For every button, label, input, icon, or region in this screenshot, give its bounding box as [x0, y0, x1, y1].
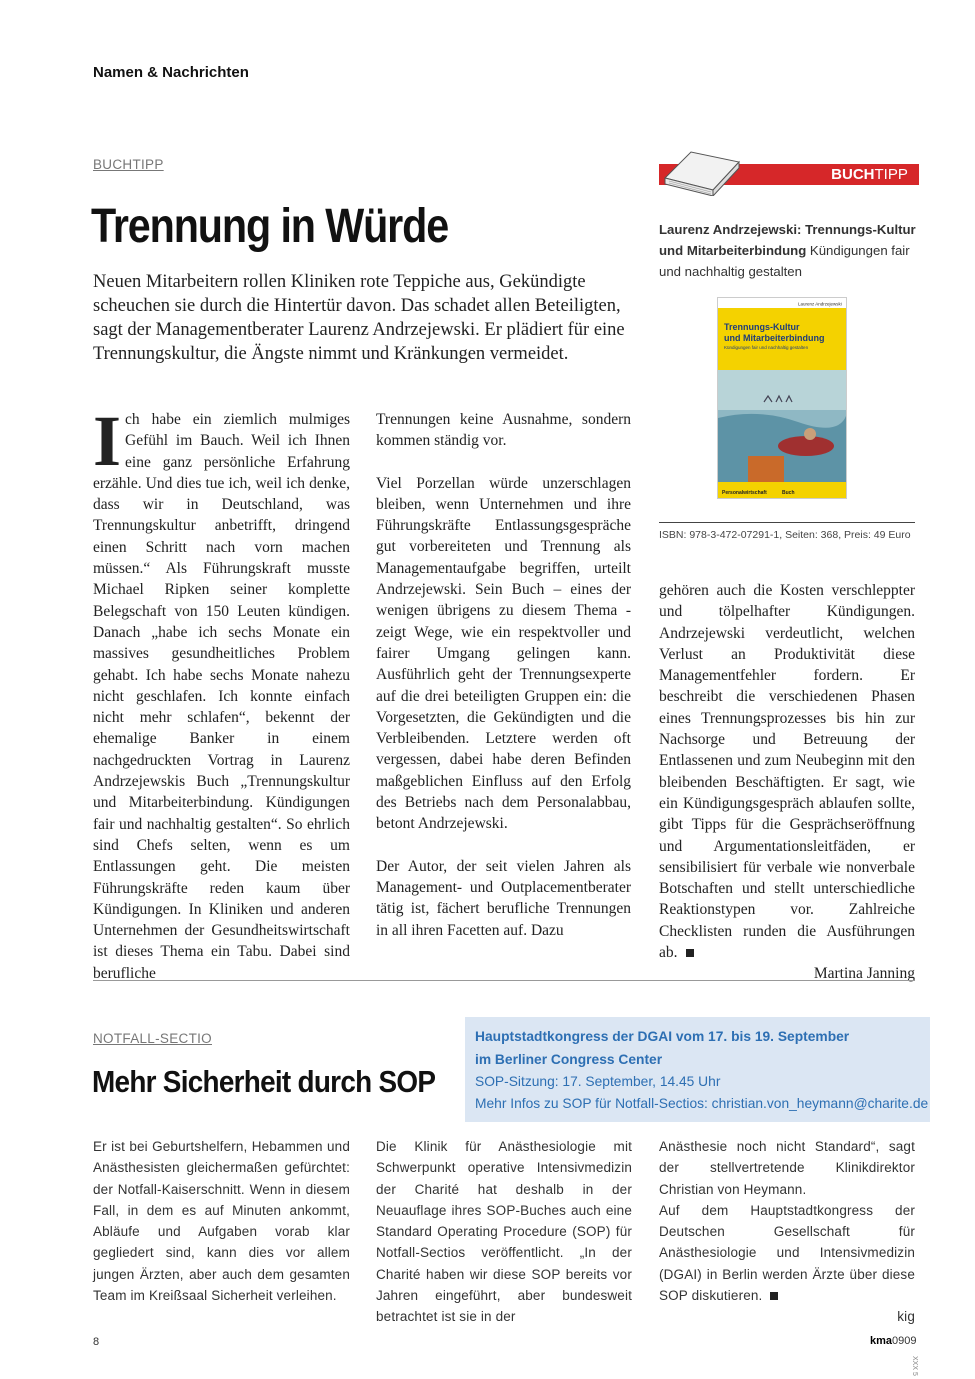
- article-kicker: NOTFALL-SECTIO: [93, 1031, 212, 1046]
- book-meta: ISBN: 978-3-472-07291-1, Seiten: 368, Preis: 49 Euro: [659, 529, 911, 541]
- brand-logo: kma: [870, 1335, 893, 1347]
- event-title: Hauptstadtkongress der DGAI vom 17. bis 19. September: [475, 1029, 850, 1044]
- article-kicker: BUCHTIPP: [93, 157, 164, 172]
- section-header: Namen & Nachrichten: [93, 64, 249, 81]
- cover-series: Buch: [782, 490, 795, 496]
- article-column-2: [376, 1136, 632, 1328]
- article-author: Martina Janning: [813, 965, 915, 983]
- article-column-2: [376, 409, 631, 962]
- page-number: 8: [93, 1336, 100, 1348]
- book-title: [659, 219, 919, 282]
- paragraph: Auf dem Hauptstadtkongress der Deutschen Gesellschaft für Anästhesiologie und Intensivmedizin (DGAI) in Berlin werden Ärzte über diese SOP diskutieren.: [659, 1202, 915, 1304]
- event-venue: im Berliner Congress Center: [475, 1052, 663, 1067]
- article-lead: Neuen Mitarbeitern rollen Kliniken rote Teppiche aus, Gekündigte scheuchen sie durch die Hintertür davon. Das schadet allen Beteiligten, sagt der Managementberater Laurenz Andrzejewski. Er plädiert für eine Trennungskultur, die Ängste nimmt und Kränkungen vermeidet.: [93, 272, 625, 364]
- book-title-bold: Laurenz Andrzejewski: Trennungs-Kultur und Mitarbeiterbindung: [659, 222, 916, 258]
- paragraph: Der Autor, der seit vielen Jahren als Management- und Outplacementberater tätig ist, fächert berufliche Trennungen in all ihren Facetten auf. Dazu: [376, 857, 631, 939]
- column-3-text: gehören auch die Kosten verschleppter und tölpelhafter Kündigungen. Andrzejewski verdeutlicht, welchen Verlust an Produktivität diese Managementfehler fordern. Er beschreibt die verschiedenen Phasen eines Trennungsprozesses bis hin zur Nachsorge und Betreuung der Entlassenen und zum Neubeginn mit den bleibenden Beschäftigten. Er sagt, wie ein Kündigungsgespräch ablaufen sollte, gibt Tipps für die Gesprächseröffnung und Argumentationsleitfäden, er sensibilisiert für verbale wie nonverbale Botschaften und stellt unterschiedliche Reaktionstypen vor. Zahlreiche Checklisten runden die Ausführungen ab.: [659, 582, 915, 962]
- side-code: XXX 5: [911, 1356, 918, 1376]
- article-column-1: [93, 1136, 350, 1306]
- event-contact-link[interactable]: Mehr Infos zu SOP für Notfall-Sectios: christian.von_heymann@charite.de: [475, 1096, 929, 1111]
- article-column-1: [93, 401, 350, 984]
- cover-publisher: Personalwirtschaft: [722, 490, 767, 496]
- end-mark-icon: [686, 949, 694, 957]
- footer-brand: [870, 1335, 917, 1347]
- column-1-text: ch habe ein ziemlich mulmiges Gefühl im Bauch. Weil ich Ihnen eine ganz persönliche Erfahrung erzähle. Und dies tue ich, weil ich denke, dass wir in Deutschland, was Trennungskultur anbetrifft, dringend einen Schritt nach vorn machen müssen.“ Als Führungskraft musste Michael Ripken seiner komplette Belegschaft von 150 Leuten kündigen. Danach „habe ich sechs Monate ein massives gesundheitliches Problem gehabt. Ich habe sechs Monate nahezu nicht geschlafen. Ich konnte einfach nicht mehr schlafen“, bekennt der ehemalige Banker in einem nachgedruckten Vortrag in Laurenz Andrzejewskis Buch „Trennungskultur und Mitarbeiterbindung. Kündigungen fair und nachhaltig gestalten“. So ehrlich sind Chefs selten, wenn es um Entlassungen geht. Die meisten Führungskräfte reden kaum über Kündigungen. In Kliniken und anderen Unternehmen der Gesundheitswirtschaft ist dieses Thema ein Tabu. Dabei sind berufliche: [93, 411, 350, 982]
- article-headline: Mehr Sicherheit durch SOP: [92, 1064, 436, 1099]
- cover-title-1: Trennungs-Kultur: [724, 322, 800, 332]
- issue-number: 0909: [892, 1335, 917, 1347]
- event-info-box: [465, 1017, 930, 1122]
- cover-title-2: und Mitarbeiterbindung: [724, 333, 825, 343]
- article-author: kig: [897, 1309, 915, 1325]
- buchtipp-badge: BUCHTIPP: [824, 164, 915, 185]
- paragraph: Er ist bei Geburtshelfern, Hebammen und Anästhesisten gleichermaßen gefürchtet: der Notfall-Kaiserschnitt. Wenn in diesem Fall, in dem es auf Minuten ankommt, Abläufe und Aufgaben vorab klar gegliedert sind, kann dies vor allem jungen Ärzten, aber auch dem gesamten Team im Kreißsaal Sicherheit verleihen.: [93, 1139, 350, 1304]
- end-mark-icon: [770, 1292, 778, 1300]
- book-subtitle: Kündigungen fair und nachhaltig gestalten: [659, 243, 910, 279]
- paragraph: Viel Porzellan würde unzerschlagen bleiben, wenn Unternehmen und ihre Führungskräfte Entlassungsgespräche gut vorbereiteten und Trennung als Managementaufgabe begriffen, urteilt Andrzejewski. Sein Buch – eines der wenigen übrigens zu diesem Thema - zeigt Wege, wie ein respektvoller und fairer Umgang gelingen kann. Ausführlich geht der Trennungsexperte auf die drei beteiligten Gruppen ein: die Vorgesetzten, die Gekündigten und die Verbleibenden. Letztere werden oft vergessen, dabei habe deren Befinden maßgeblichen Einfluss auf den Erfolg des Betriebs nach dem Personalabbau, betont Andrzejewski.: [376, 474, 631, 833]
- article-column-3: [659, 1136, 915, 1328]
- event-session: SOP-Sitzung: 17. September, 14.45 Uhr: [475, 1074, 721, 1089]
- paragraph: Anästhesie noch nicht Standard“, sagt der stellvertretende Klinikdirektor Christian von Heymann.: [659, 1139, 915, 1197]
- paragraph: Trennungen keine Ausnahme, sondern kommen ständig vor.: [376, 411, 631, 450]
- cover-author: Laurenz Andrzejewski: [798, 301, 842, 307]
- book-cover-image: [717, 297, 847, 499]
- cover-subtitle: Kündigungen fair und nachhaltig gestalten: [724, 345, 809, 350]
- article-headline: Trennung in Würde: [91, 200, 449, 253]
- book-divider: [659, 522, 915, 523]
- drop-cap: I: [93, 401, 122, 481]
- article-divider: [93, 980, 915, 981]
- article-column-3: [659, 580, 915, 985]
- paragraph: Die Klinik für Anästhesiologie mit Schwerpunkt operative Intensivmedizin der Charité hat deshalb in der Neuauflage ihres SOP-Buches auch eine Standard Operating Procedure (SOP) für Notfall-Sectios veröffentlicht. „In der Charité haben wir diese SOP bereits vor Jahren eingeführt, aber bundesweit betrachtet ist sie in der: [376, 1139, 632, 1325]
